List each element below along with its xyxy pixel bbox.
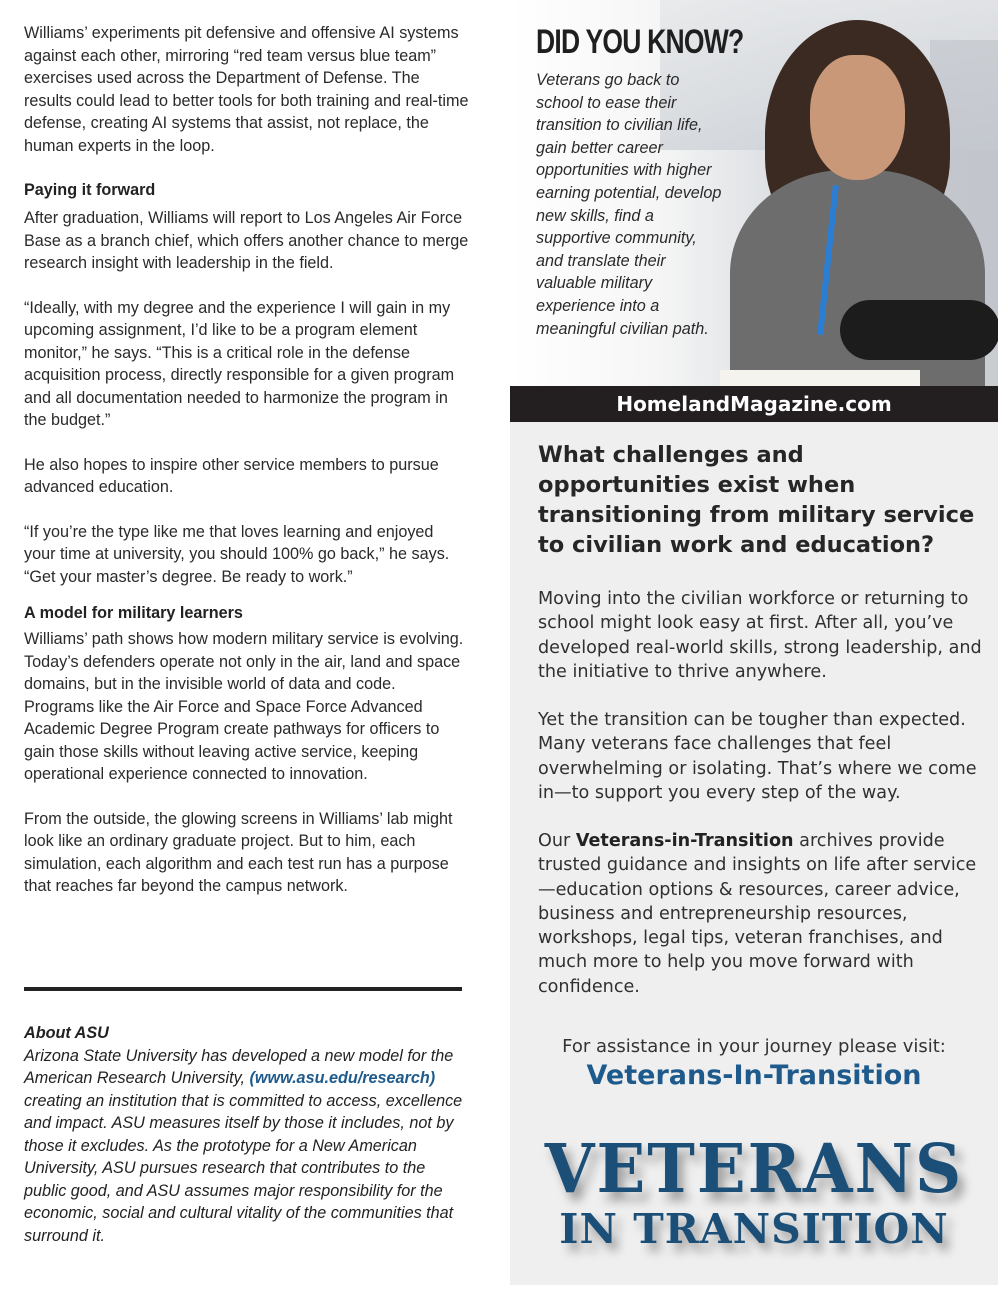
article-paragraph: Williams’ experiments pit defensive and offensive AI systems against each other, mirroring “red team versus blue team” exercises used across the Department of Defense. The results could lead to better tools for both training and real-time defense, creating AI systems that assist, not replace, the human experts in the loop. bbox=[24, 24, 469, 155]
sidebar-paragraph bbox=[538, 829, 988, 999]
article-paragraph: After graduation, Williams will report to Los Angeles Air Force Base as a branch chief, which offers another chance to merge research insight with leadership in the field. bbox=[24, 209, 469, 272]
sidebar-paragraph: Moving into the civilian workforce or returning to school might look easy at first. After all, you’ve developed real-world skills, strong leadership, and the initiative to thrive anywhere. bbox=[538, 589, 982, 682]
logo-line-veterans: VETERANS bbox=[544, 1130, 964, 1209]
homeland-magazine-link[interactable]: HomelandMagazine.com bbox=[510, 386, 998, 422]
article-paragraph: He also hopes to inspire other service members to pursue advanced education. bbox=[24, 455, 439, 496]
sidebar-question-heading: What challenges and opportunities exist when transitioning from military service to civilian work and education? bbox=[538, 442, 975, 558]
asu-research-link[interactable]: (www.asu.edu/research) bbox=[249, 1069, 436, 1087]
article-paragraph: From the outside, the glowing screens in Williams’ lab might look like an ordinary graduate project. But to him, each simulation, each algorithm and each test run has a purpose that reaches far beyond the campus network. bbox=[24, 809, 453, 895]
veteran-student-photo bbox=[510, 0, 998, 386]
about-asu-text: Arizona State University has developed a new model for the American Research University, bbox=[24, 1046, 454, 1087]
veterans-in-transition-bold: Veterans-in-Transition bbox=[575, 831, 794, 851]
article-column bbox=[24, 22, 469, 920]
section-divider bbox=[24, 987, 462, 991]
about-asu-title: About ASU bbox=[24, 1024, 109, 1042]
did-you-know-title: DID YOU KNOW? bbox=[536, 23, 744, 61]
photo-woman-arm bbox=[840, 300, 998, 360]
veterans-in-transition-logo bbox=[510, 1130, 998, 1253]
about-asu-box bbox=[24, 1022, 469, 1247]
logo-line-in-transition: IN TRANSITION bbox=[559, 1205, 949, 1253]
section-heading-paying-it-forward: Paying it forward bbox=[24, 181, 156, 199]
about-asu-text-continued: creating an institution that is committed to access, excellence and impact. ASU measures itself by those it includes, not by those it excludes. As the prototype for a New American University, ASU pursues research that contributes to the public good, and ASU assumes major responsibility for the economic, social and cultural vitality of the communities that surround it. bbox=[24, 1091, 463, 1245]
section-heading-model-for-military-learners: A model for military learners bbox=[24, 604, 243, 622]
article-paragraph: “If you’re the type like me that loves learning and enjoyed your time at university, you should 100% go back,” he says. “Get your master’s degree. Be ready to work.” bbox=[24, 522, 450, 586]
article-paragraph: “Ideally, with my degree and the experience I will gain in my upcoming assignment, I’d like to be a program element monitor,” he says. “This is a critical role in the defense acquisition process, directly responsible for a given program and all documentation needed to harmonize the program in the budget.” bbox=[24, 298, 455, 429]
veterans-sidebar bbox=[510, 0, 998, 1285]
did-you-know-text: Veterans go back to school to ease their transition to civilian life, gain better career opportunities with higher earning potential, develop new skills, find a supportive community, and translate their valuable military experience into a meaningful civilian path. bbox=[536, 71, 722, 338]
assistance-text: For assistance in your journey please visit: bbox=[562, 1036, 946, 1057]
sidebar-paragraph-prefix: Our bbox=[538, 831, 571, 851]
photo-woman-face bbox=[810, 55, 905, 180]
photo-notebook bbox=[720, 370, 920, 386]
article-paragraph: Williams’ path shows how modern military service is evolving. Today’s defenders operate not only in the air, land and space domains, but in the invisible world of data and code. Programs like the Air Force and Space Force Advanced Academic Degree Program create pathways for officers to gain those skills without leaving active service, keeping operational experience connected to innovation. bbox=[24, 630, 464, 783]
sidebar-paragraph-suffix: archives provide trusted guidance and insights on life after service—education options & resources, career advice, business and entrepreneurship resources, workshops, legal tips, veteran franchises, and much more to help you move forward with confidence. bbox=[538, 831, 977, 997]
veterans-in-transition-link[interactable]: Veterans-In-Transition bbox=[586, 1060, 922, 1091]
sidebar-paragraph: Yet the transition can be tougher than expected. Many veterans face challenges that feel overwhelming or isolating. That’s where we come in—to support you every step of the way. bbox=[538, 710, 977, 803]
